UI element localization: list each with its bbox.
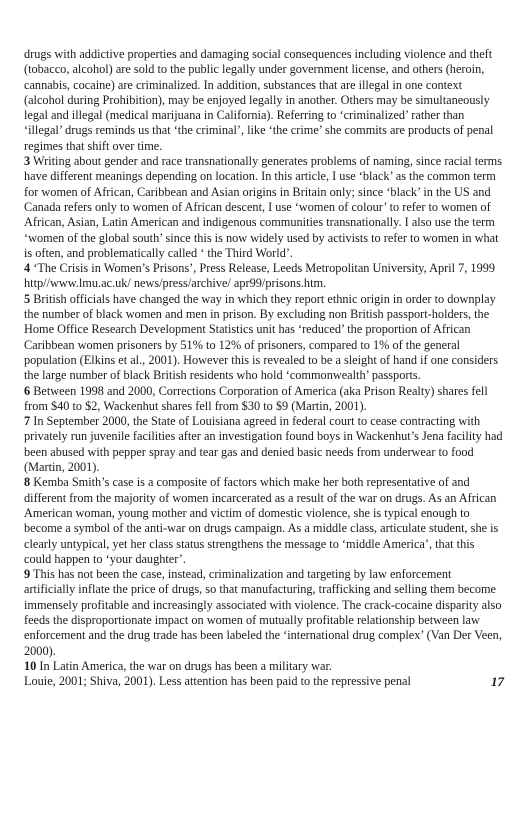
- footnote-7: [24, 414, 504, 475]
- footnote-number: 10: [24, 658, 37, 673]
- footnote-number: 9: [24, 567, 31, 582]
- footnote-number: 5: [24, 291, 31, 306]
- footnote-3: [24, 154, 504, 261]
- page-number: 17: [491, 674, 504, 690]
- footnote-9: [24, 567, 504, 659]
- intro-paragraph: drugs with addictive properties and damaging social consequences including violence and theft (tobacco, alcohol) are sold to the public legally under government license, and others (heroin, cannabis, cocaine) are criminalized. In addition, substances that are illegal in one context (alcohol during Prohibition), may be enjoyed legally in another. Others may be simultaneously legal and illegal (medical marijuana in California). Referring to ‘criminalized’ rather than ‘illegal’ drugs reminds us that ‘the criminal’, like ‘the crime’ she commits are products of penal regimes that shift over time.: [24, 47, 494, 153]
- last-line: [24, 674, 504, 689]
- last-line-text: Louie, 2001; Shiva, 2001). Less attention has been paid to the repressive penal: [24, 674, 411, 689]
- footnote-4: [24, 261, 504, 292]
- footnote-text: In Latin America, the war on drugs has been a military war.: [36, 658, 333, 673]
- footnote-text: British officials have changed the way in which they report ethnic origin in order to downplay the number of black women and men in prison. By excluding non British passport-holders, the Home Office Research Development Statistics unit has ‘reduced’ the proportion of African Caribbean women prisoners by 51% to 12% of prisoners, compared to 1% of the general population (Elkins et al., 2001). However this is revealed to be a sleight of hand if one considers the large number of black British residents who hold ‘commonwealth’ passports.: [24, 291, 498, 383]
- footnote-text: Writing about gender and race transnationally generates problems of naming, since racial terms have different meanings depending on location. In this article, I use ‘black’ as the common term for women of African, Caribbean and Asian origins in Britain only; since ‘black’ in the US and Canada refers only to women of African descent, I use ‘women of colour’ to refer to women of African, Asian, Latin American and indigenous communities transnationally. I also use the term ‘women of the global south’ since this is now widely used by activists to refer to women in what is often, and problematically called ‘ the Third World’.: [24, 154, 503, 260]
- footnote-number: 6: [24, 383, 31, 398]
- footnote-number: 8: [24, 475, 31, 490]
- footnote-number: 3: [24, 154, 31, 169]
- footnote-text: Between 1998 and 2000, Corrections Corporation of America (aka Prison Realty) shares fell from $40 to $2, Wackenhut shares fell from $30 to $9 (Martin, 2001).: [24, 383, 488, 413]
- footnote-text: This has not been the case, instead, criminalization and targeting by law enforcement artificially inflate the price of drugs, so that manufacturing, trafficking and selling them become immensely profitable and increasingly associated with violence. The crack-cocaine disparity also feeds the disproportionate impact on women of mutually profitable relationship between law enforcement and the drug trade has been labeled the ‘international drug complex’ (Van Der Veen, 2000).: [24, 567, 502, 658]
- footnote-10: [24, 659, 504, 674]
- footnote-number: 7: [24, 414, 31, 429]
- footnote-6: [24, 384, 504, 415]
- document-page: [24, 47, 504, 689]
- footnote-text: In September 2000, the State of Louisiana agreed in federal court to cease contracting with privately run juvenile facilities after an investigation found boys in Wackenhut’s Jena facility had been abused with pepper spray and tear gas and denied basic needs from underwear to food (Martin, 2001).: [24, 414, 503, 475]
- footnote-number: 4: [24, 261, 31, 276]
- footnote-text: Kemba Smith’s case is a composite of factors which make her both representative of and different from the majority of women incarcerated as a result of the war on drugs. As an African American woman, young mother and victim of domestic violence, she is typical enough to become a symbol of the anti-war on drugs campaign. As a middle class, articulate student, she is clearly untypical, yet her class status strengthens the message to ‘middle America’, that this could happen to ‘your daughter’.: [24, 475, 499, 566]
- footnote-5: [24, 292, 504, 384]
- footnote-8: [24, 475, 504, 567]
- footnote-text: ‘The Crisis in Women’s Prisons’, Press Release, Leeds Metropolitan University, April 7, 1999 http//www.lmu.ac.uk/ news/press/archive/ apr99/prisons.htm.: [24, 261, 496, 291]
